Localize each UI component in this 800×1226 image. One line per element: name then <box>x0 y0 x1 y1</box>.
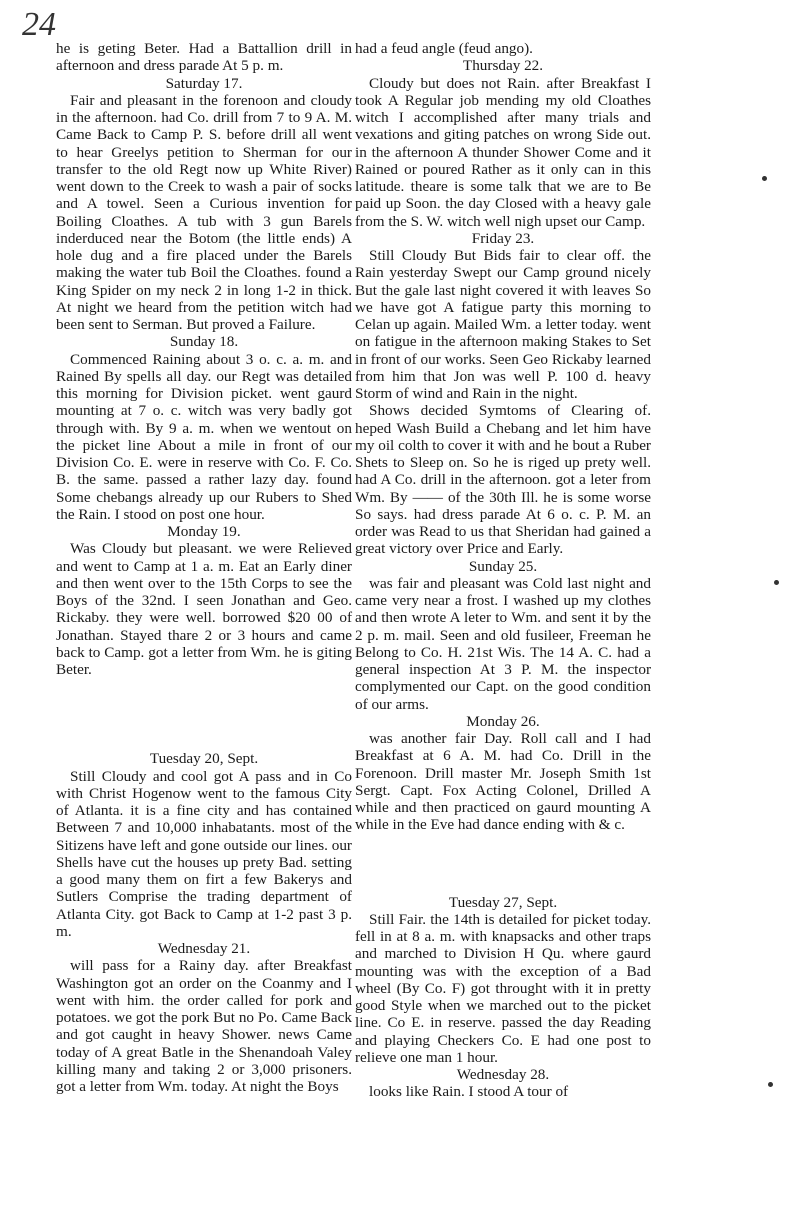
entry-paragraph: Was Cloudy but pleasant. we were Relieved and went to Camp at 1 a. m. Eat an Early diner and then went over to the 15th Corps to see the Boys of the 32nd. I seen Jonathan and Geo. Rickaby. they were well. borrowed $20 00 of Jonathan. Stayed thare 2 or 3 hours and came back to Camp. got a letter from Wm. he is giting Beter. <box>56 540 352 678</box>
entry-paragraph: Fair and pleasant in the forenoon and cloudy in the afternoon. had Co. drill from 7 to 9 A. M. Came Back to Camp P. S. before drill all went to hear Greelys petition to Sherman for our transfer to the old Regt now up White River) went down to the Creek to wash a pair of socks and A towel. Seen a Curious invention for Boiling Cloathes. A tub with 3 gun Barels inderduced near the Botom (the little ends) A hole dug and a fire placed under the Barels making the water tub Boil the Cloathes. found a King Spider on my neck 2 in long 1-2 in thick. At night we heard from the petition witch had been sent to Serman. But proved a Failure. <box>56 91 352 333</box>
entry-paragraph: Cloudy but does not Rain. after Breakfast I took A Regular job mending my old Cloathes witch I accomplished after many trials and vexations and giting patches on wrong Side out. in the afternoon A thunder Shower Come and it Rained or poured Rather as it only can in this latitude. theare is some talk that we are to Be paid up Soon. the day Closed with a heavy gale from the S. W. witch well nigh upset our Camp. <box>355 74 651 230</box>
page-number: 24 <box>22 6 56 43</box>
entry-date-heading: Saturday 17. <box>165 74 243 92</box>
entry-date-heading: Wednesday 21. <box>157 940 251 957</box>
margin-dot-2 <box>774 580 779 585</box>
entry-date-heading: Sunday 18. <box>169 333 239 351</box>
entry-paragraph: Commenced Raining about 3 o. c. a. m. and Rained By spells all day. our Regt was detailed this morning for Division picket. went gaurd mounting at 7 o. c. witch was very badly got through with. By 9 a. m. when we wentout on the picket line About a mile in front of our Division Co. E. were in reserve with Co. F. Co. B. the same. passed a rather lazy day. found Some chebangs already up our Rubers to Shed the Rain. I stood on post one hour. <box>56 350 352 523</box>
entry-paragraph: Still Cloudy But Bids fair to clear off. the Rain yesterday Swept our Camp ground nicely But the gale last night covered it with leaves So we have got A fatigue party this morning to Celan up again. Mailed Wm. a letter today. went on fatigue in the afternoon making Stakes to Set in front of our works. Seen Geo Rickaby learned from him that Jon was well P. 100 d. heavy Storm of wind and Rain in the night. <box>355 247 651 402</box>
entry-paragraph: Still Cloudy and cool got A pass and in Co with Christ Hogenow went to the famous City of Atlanta. it is a fine city and has contained Between 7 and 10,000 inhabatants. most of the Sitizens have left and gone outside our lines. our Shells have cut the houses up prety Bad. setting a good many them on firt a few Bakerys and Sutlers Comprise the trading department of Atlanta City. got Back to Camp at 1-2 past 3 p. m. <box>56 767 352 940</box>
entry-paragraph: was fair and pleasant was Cold last night and came very near a frost. I washed up my clothes and then wrote A leter to Wm. and sent it by the 2 p. m. mail. Seen and old fusileer, Freeman he Belong to Co. H. 21st Wis. The 14 A. C. had a general inspection At 3 P. M. the inspector complymented our Capt. on the good condition of our arms. <box>355 574 651 713</box>
entry-date-heading: Monday 26. <box>466 712 540 730</box>
column-gap <box>355 834 651 894</box>
entry-date-heading: Monday 19. <box>167 523 241 540</box>
entry-paragraph: Shows decided Symtoms of Clearing of. heped Wash Build a Chebang and let him have my oil colth to cover it with and he bout a Ruber Shets to Sleep on. So he is riged up prety well. had A Co. drill in the afternoon. got a leter from Wm. By —— of the 30th Ill. he is some worse So says. had dress parade At 6 o. c. P. M. an order was Read to us that Sheridan had gained a great victory over Price and Early. <box>355 402 651 558</box>
column-gap <box>56 678 352 750</box>
entry-paragraph: Still Fair. the 14th is detailed for picket today. fell in at 8 a. m. with knapsacks and other traps and marched to Division H Qu. where gaurd mounting was with the exception of a Bad wheel (By Co. F) got throught with it in pretty good Style when we marched out to the picket line. Co E. in reserve. passed the day Reading and playing Checkers Co. E had one post to relieve one man 1 hour. <box>355 910 651 1066</box>
right-column <box>355 40 651 1101</box>
entry-paragraph: will pass for a Rainy day. after Breakfast Washington got an order on the Coanmy and I went with him. the order called for pork and potatoes. we got the pork But no Po. Came Back and got caught in heavy Shower. news Came today of A great Batle in the Shenandoah Valey killing many and taking 2 or 3,000 prisoners. got a letter from Wm. today. At night the Boys <box>56 957 352 1095</box>
entry-date-heading: Sunday 25. <box>468 557 538 575</box>
left-column <box>56 40 352 1095</box>
entry-paragraph: looks like Rain. I stood A tour of <box>369 1083 569 1101</box>
entry-date-heading: Friday 23. <box>471 229 535 247</box>
entry-paragraph: had a feud angle (feud ango). <box>355 40 533 57</box>
entry-date-heading: Wednesday 28. <box>456 1066 550 1083</box>
margin-dot-1 <box>762 176 767 181</box>
entry-paragraph: he is geting Beter. Had a Battallion drill in afternoon and dress parade At 5 p. m. <box>56 40 352 75</box>
entry-paragraph: was another fair Day. Roll call and I had Breakfast at 6 A. M. had Co. Drill in the Forenoon. Drill master Mr. Joseph Smith 1st Sergt. Capt. Fox Acting Colonel, Drilled A while and then practiced on gaurd mounting A while in the Eve had dance ending with & c. <box>355 730 651 834</box>
entry-date-heading: Thursday 22. <box>462 57 544 75</box>
entry-date-heading: Tuesday 27, Sept. <box>448 893 558 911</box>
margin-dot-3 <box>768 1082 773 1087</box>
entry-date-heading: Tuesday 20, Sept. <box>149 750 259 768</box>
